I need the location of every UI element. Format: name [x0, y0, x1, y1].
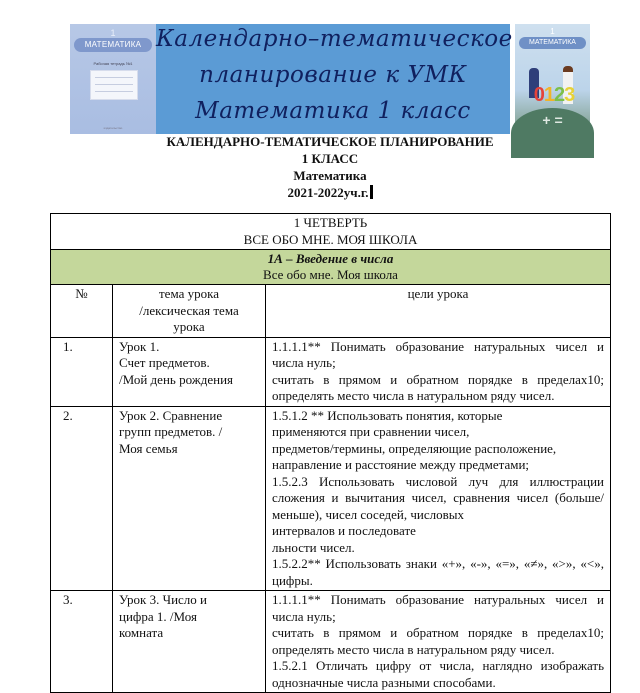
- heading-subject: Математика: [293, 168, 367, 183]
- table-row: [51, 406, 611, 591]
- table-row: [51, 337, 611, 406]
- document-heading: [0, 133, 640, 201]
- section-title: 1А – Введение в числа: [267, 251, 394, 266]
- banner-line-3: Математика 1 класс: [195, 98, 471, 124]
- column-header-num: №: [51, 285, 113, 338]
- table-header-row: [51, 285, 611, 338]
- lesson-topic: Урок 3. Число и цифра 1. /Моя комната: [113, 591, 266, 693]
- column-header-goals: цели урока: [266, 285, 611, 338]
- lesson-goals: 1.1.1.1** Понимать образование натуральных чисел и числа нуль; считать в прямом и обратном порядке в пределах10; определять место числа в натуральном ряду чисел. 1.5.2.1 Отличать цифру от числа, наглядно изображать однозначные числа разными способами.: [266, 591, 611, 693]
- heading-grade: 1 КЛАСС: [301, 151, 359, 166]
- banner-line-1: Календарно–тематическое: [156, 26, 513, 52]
- section-row: [51, 250, 611, 285]
- cover-name-box: [90, 70, 138, 100]
- lesson-number: 1.: [51, 337, 113, 406]
- section-subtitle: Все обо мне. Моя школа: [263, 267, 398, 282]
- quarter-label: 1 ЧЕТВЕРТЬ: [293, 215, 368, 230]
- cover-grade: 1: [550, 27, 555, 36]
- title-banner: [156, 24, 513, 134]
- lesson-topic: Урок 2. Сравнение групп предметов. / Моя семья: [113, 406, 266, 591]
- heading-year: 2021-2022уч.г.: [287, 185, 369, 200]
- lesson-goals: 1.5.1.2 ** Использовать понятия, которые применяются при сравнении чисел, предметов/термины, определяющие расположение, направление и расстояние между предметами; 1.5.2.3 Использовать числовой луч для иллюстрации сложения и вычитания чисел, сравнения чисел (больше/меньше), чисел соседей, числовых интервалов и последовате льности чисел. 1.5.2.2** Использовать знаки «+», «-», «=», «≠», «>», «<», цифры.: [266, 406, 611, 591]
- digits-illustration: 0123: [533, 84, 575, 106]
- math-signs-illustration: + =: [542, 112, 563, 128]
- section-cell: [51, 250, 611, 285]
- heading-title: КАЛЕНДАРНО-ТЕМАТИЧЕСКОЕ ПЛАНИРОВАНИЕ: [166, 134, 494, 149]
- lesson-goals: 1.1.1.1** Понимать образование натуральных чисел и числа нуль; считать в прямом и обратном порядке в пределах10; определять место числа в натуральном ряду чисел.: [266, 337, 611, 406]
- cover-title: МАТЕМАТИКА: [74, 38, 152, 52]
- lesson-topic: Урок 1. Счет предметов. /Мой день рождения: [113, 337, 266, 406]
- column-header-topic: тема урока /лексическая тема урока: [113, 285, 266, 338]
- workbook-cover-image: [70, 24, 156, 134]
- cover-title: МАТЕМАТИКА: [519, 37, 586, 49]
- heading-year-line[interactable]: [0, 184, 640, 201]
- cover-grade: 1: [110, 28, 116, 38]
- banner-line-2: планирование к УМК: [199, 62, 467, 88]
- textbook-cover-image: [515, 24, 590, 134]
- cover-footer: издательство: [103, 126, 123, 130]
- cover-subtitle: Рабочая тетрадь №1: [93, 61, 133, 66]
- text-cursor: [370, 185, 373, 199]
- lesson-plan-table: [50, 213, 611, 693]
- quarter-cell: [51, 214, 611, 250]
- lesson-number: 2.: [51, 406, 113, 591]
- header-banner: [70, 24, 590, 134]
- quarter-row: [51, 214, 611, 250]
- table-row: [51, 591, 611, 693]
- lesson-number: 3.: [51, 591, 113, 693]
- quarter-theme: ВСЕ ОБО МНЕ. МОЯ ШКОЛА: [243, 231, 418, 247]
